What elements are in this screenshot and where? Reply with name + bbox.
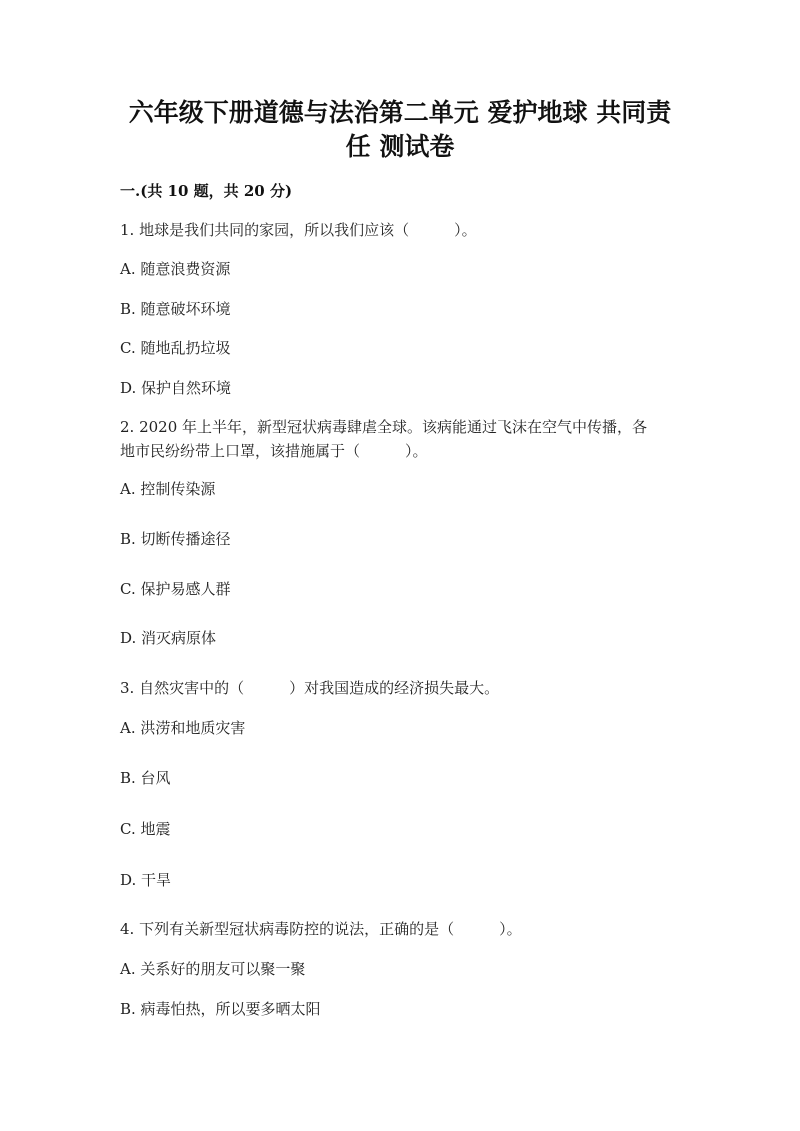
question-1-option-c: C. 随地乱扔垃圾 (120, 339, 231, 357)
question-4-stem: 4. 下列有关新型冠状病毒防控的说法，正确的是（ ）。 (120, 920, 522, 938)
question-4-option-b: B. 病毒怕热，所以要多晒太阳 (120, 1000, 321, 1018)
question-2-stem-line-2: 地市民纷纷带上口罩，该措施属于（ ）。 (120, 442, 428, 460)
question-1-option-b: B. 随意破坏环境 (120, 300, 231, 318)
question-4-option-a: A. 关系好的朋友可以聚一聚 (120, 960, 306, 978)
section-heading: 一.(共 10 题，共 20 分) (120, 182, 293, 200)
question-3-option-b: B. 台风 (120, 769, 171, 787)
question-2-option-b: B. 切断传播途径 (120, 530, 231, 548)
title-line-2: 任 测试卷 (345, 132, 455, 161)
document-title (100, 96, 700, 164)
question-2-option-a: A. 控制传染源 (120, 480, 216, 498)
question-1-option-a: A. 随意浪费资源 (120, 260, 231, 278)
question-3-option-a: A. 洪涝和地质灾害 (120, 719, 246, 737)
question-3-stem: 3. 自然灾害中的（ ）对我国造成的经济损失最大。 (120, 679, 500, 697)
title-line-1: 六年级下册道德与法治第二单元 爱护地球 共同责 (128, 98, 672, 127)
question-2-stem-line-1: 2. 2020 年上半年，新型冠状病毒肆虐全球。该病能通过飞沫在空气中传播，各 (120, 418, 648, 436)
question-2-option-c: C. 保护易感人群 (120, 580, 231, 598)
question-3-option-d: D. 干旱 (120, 871, 172, 889)
question-3-option-c: C. 地震 (120, 820, 171, 838)
question-2-option-d: D. 消灭病原体 (120, 629, 217, 647)
question-1-option-d: D. 保护自然环境 (120, 379, 232, 397)
question-1-stem: 1. 地球是我们共同的家园，所以我们应该（ ）。 (120, 221, 477, 239)
